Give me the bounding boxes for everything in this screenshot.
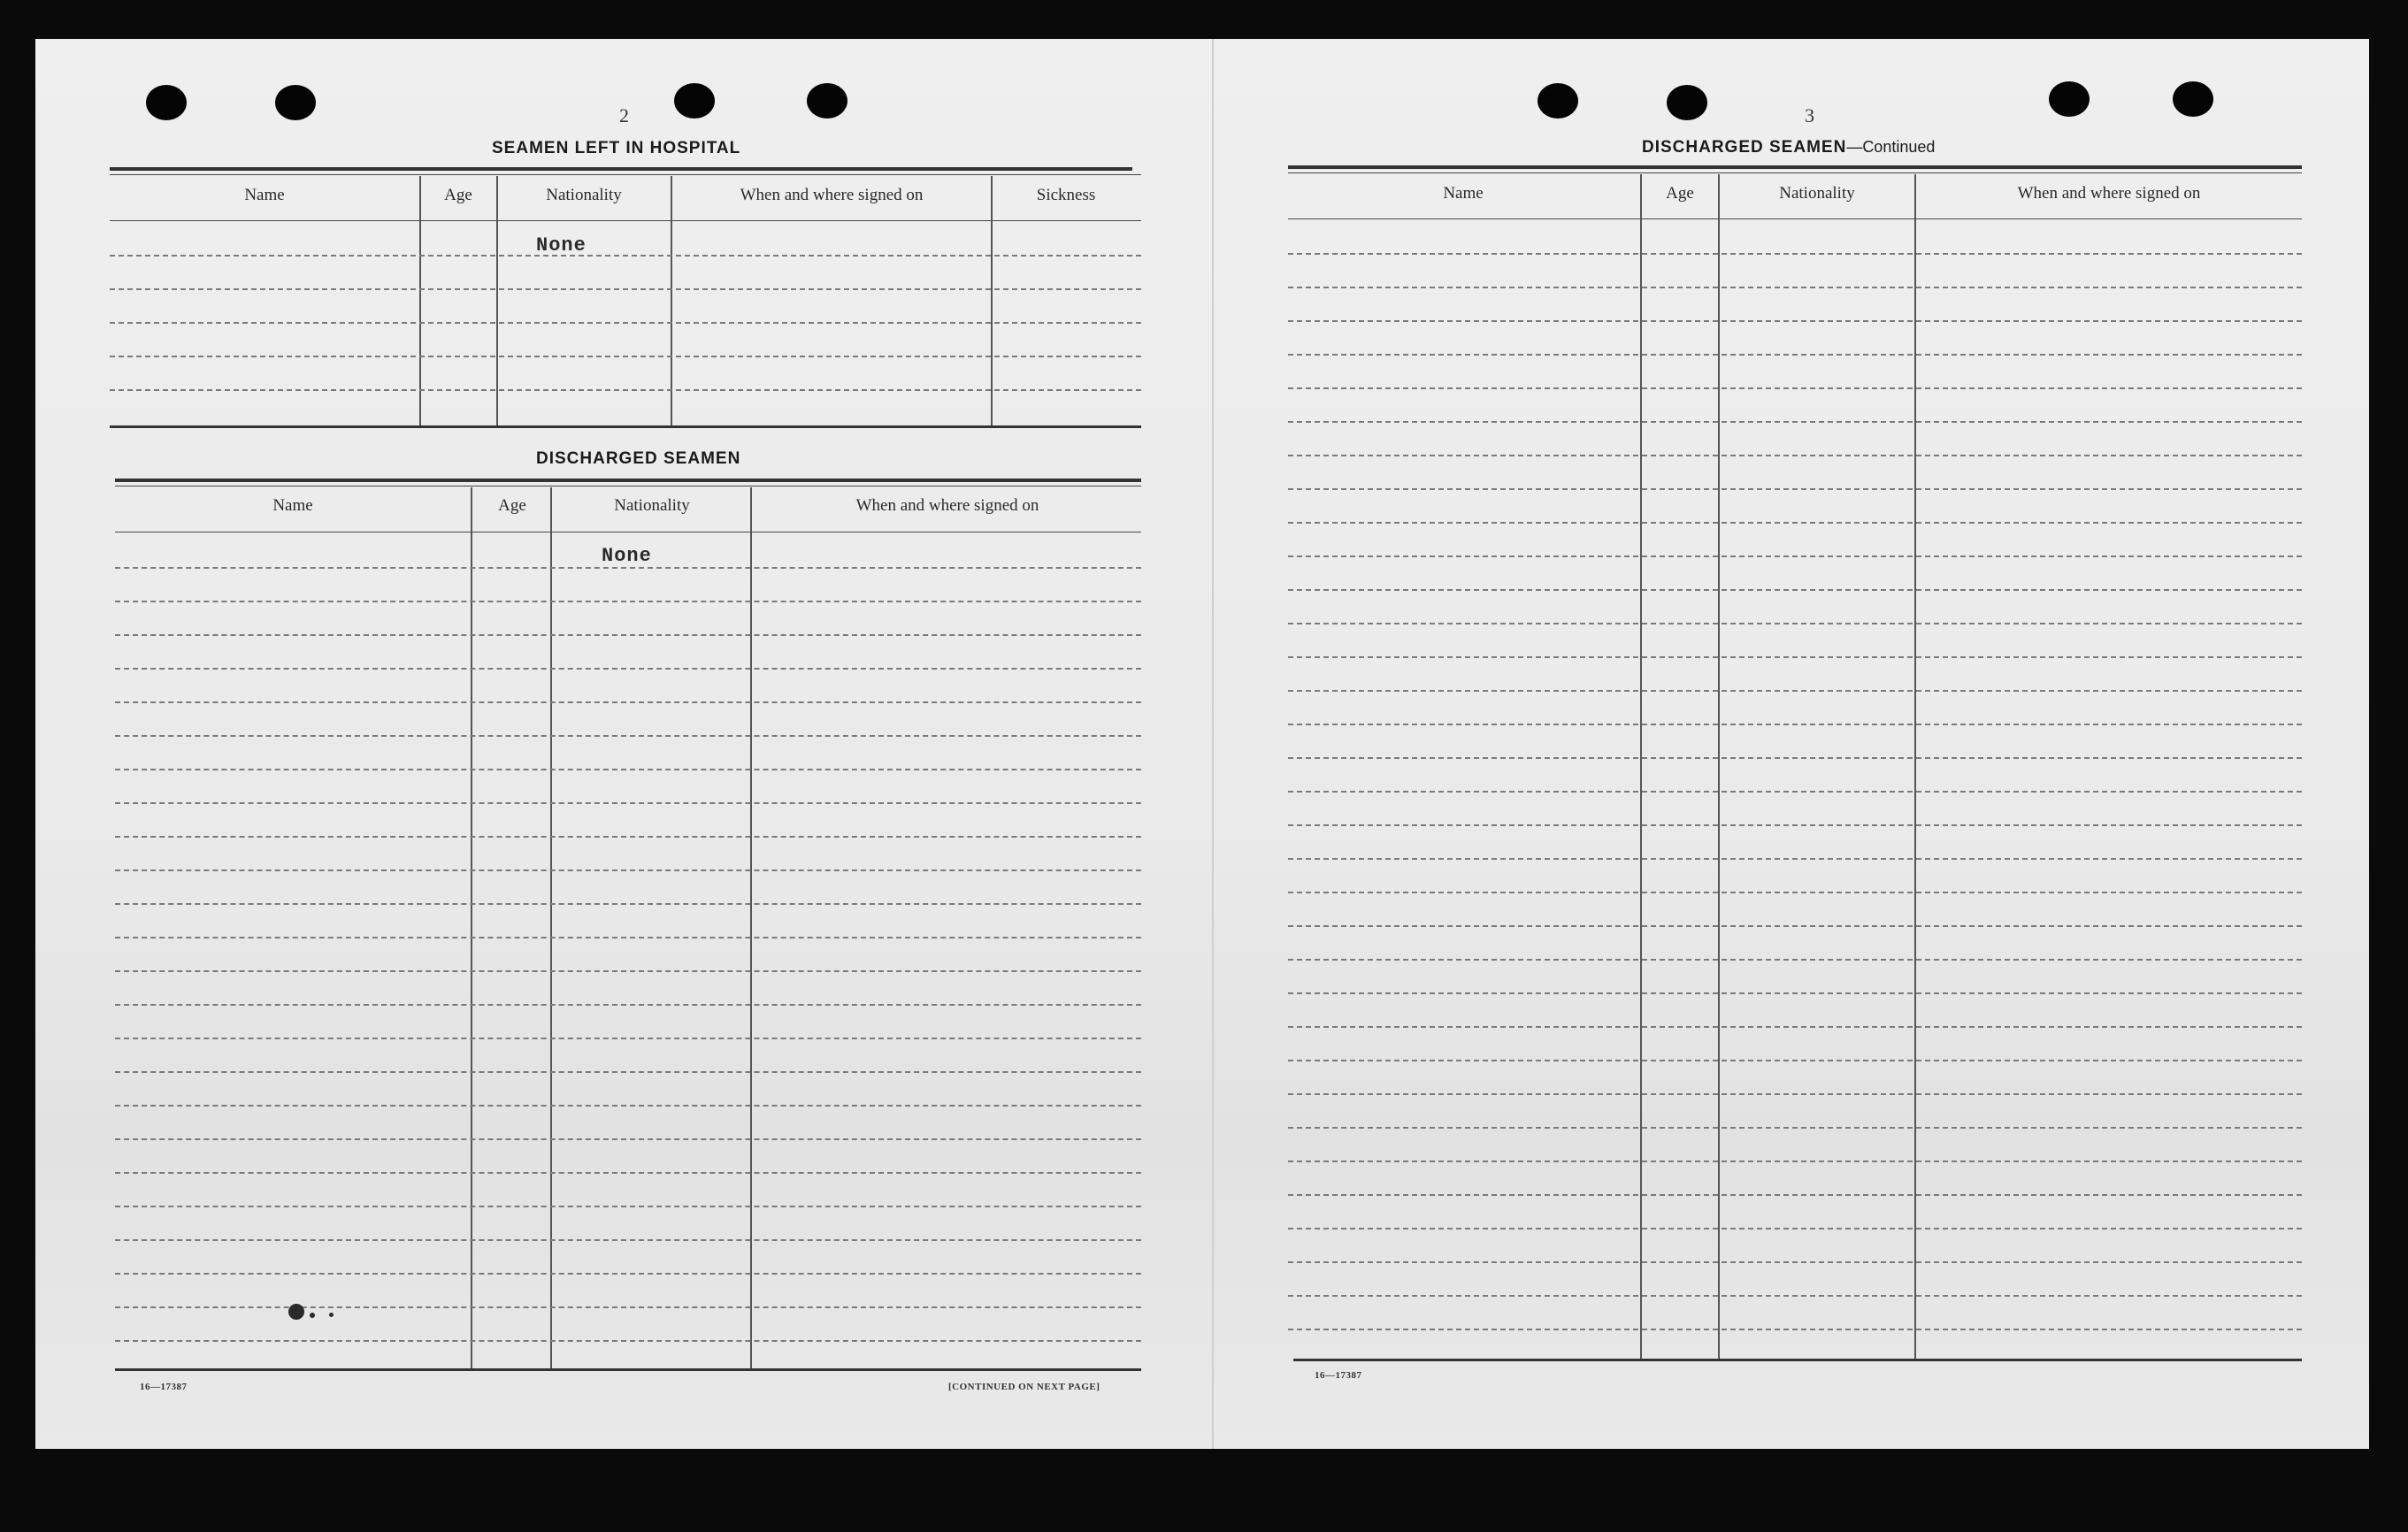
ruled-line: [115, 1105, 1141, 1107]
ruled-line: [1288, 1127, 2302, 1129]
punch-hole: [674, 83, 715, 119]
ruled-line: [1288, 892, 2302, 893]
ruled-line: [1288, 1228, 2302, 1229]
punch-hole: [2049, 81, 2090, 117]
ink-blot: [329, 1313, 334, 1317]
ruled-line: [110, 322, 1141, 324]
ruled-line: [1288, 1093, 2302, 1095]
column-header-name: Name: [1443, 184, 1484, 203]
column-divider: [471, 487, 472, 1370]
ruled-line: [115, 1306, 1141, 1308]
ruled-line: [1288, 1060, 2302, 1061]
ruled-line: [1288, 992, 2302, 994]
header-rule: [110, 174, 1141, 175]
ruled-line: [115, 937, 1141, 938]
ruled-line: [1288, 925, 2302, 927]
column-divider: [750, 487, 752, 1370]
ruled-line: [1288, 354, 2302, 356]
ruled-line: [115, 1239, 1141, 1241]
punch-hole: [1667, 85, 1707, 120]
column-divider: [1718, 174, 1720, 1360]
ruled-line: [115, 1071, 1141, 1073]
page-number: 3: [1805, 104, 1814, 126]
hospital-section-title: SEAMEN LEFT IN HOSPITAL: [492, 139, 741, 157]
form-number: 16—17387: [1315, 1370, 1362, 1381]
continued-suffix: —Continued: [1846, 138, 1936, 156]
ruled-line: [110, 389, 1141, 391]
column-header-nationality: Nationality: [1779, 184, 1855, 203]
ruled-line: [1288, 858, 2302, 860]
ruled-line: [1288, 488, 2302, 490]
ruled-line: [1288, 320, 2302, 322]
ruled-line: [115, 634, 1141, 636]
ruled-line: [1288, 589, 2302, 591]
discharged-continued-title: [1642, 138, 1935, 157]
ruled-line: [110, 356, 1141, 357]
ruled-line: [1288, 1026, 2302, 1028]
column-header-sickness: Sickness: [1036, 186, 1096, 204]
ruled-line: [115, 1206, 1141, 1207]
ruled-line: [1288, 387, 2302, 389]
column-header-nationality: Nationality: [546, 186, 622, 204]
ruled-line: [110, 288, 1141, 290]
ruled-line: [115, 836, 1141, 838]
ruled-line: [115, 970, 1141, 972]
ruled-line: [1288, 421, 2302, 423]
ruled-line: [115, 1273, 1141, 1275]
ruled-line: [1288, 1160, 2302, 1162]
ruled-line: [1288, 959, 2302, 961]
discharged-section-title: DISCHARGED SEAMEN: [536, 449, 741, 468]
ink-blot: [288, 1304, 304, 1320]
page-number: 2: [619, 104, 629, 126]
ruled-line: [115, 1038, 1141, 1039]
ruled-line: [115, 903, 1141, 905]
continued-note: [CONTINUED ON NEXT PAGE]: [948, 1382, 1100, 1392]
header-rule: [110, 167, 1132, 171]
punch-hole: [275, 85, 316, 120]
ruled-line: [1288, 690, 2302, 692]
ruled-line: [115, 601, 1141, 602]
ruled-line: [1288, 623, 2302, 624]
ruled-line: [115, 1172, 1141, 1174]
column-header-age: Age: [1666, 184, 1694, 203]
column-header-age: Age: [498, 496, 526, 515]
column-header-signed-on: When and where signed on: [855, 496, 1039, 515]
column-header-age: Age: [444, 186, 472, 204]
ruled-line: [115, 1340, 1141, 1342]
ruled-line: [1288, 555, 2302, 557]
ruled-line: [115, 701, 1141, 703]
table-bottom-rule: [115, 1368, 1141, 1371]
ruled-line: [1288, 724, 2302, 725]
header-rule: [1288, 172, 2302, 173]
ruled-line: [1288, 1194, 2302, 1196]
punch-hole: [146, 85, 187, 120]
ruled-line: [115, 869, 1141, 871]
discharged-entry-none: None: [602, 545, 652, 567]
discharged-continued-title-text: DISCHARGED SEAMEN: [1642, 138, 1847, 157]
table-bottom-rule: [110, 425, 1141, 428]
ruled-line: [1288, 824, 2302, 826]
header-rule: [110, 220, 1141, 221]
ruled-line: [1288, 791, 2302, 793]
ruled-line: [115, 1138, 1141, 1140]
ruled-line: [1288, 1329, 2302, 1330]
ink-blot: [310, 1313, 315, 1318]
header-rule: [115, 479, 1141, 482]
form-number: 16—17387: [140, 1382, 188, 1392]
ruled-line: [1288, 287, 2302, 288]
punch-hole: [1538, 83, 1578, 119]
ruled-line: [1288, 1261, 2302, 1263]
punch-hole: [807, 83, 847, 119]
punch-hole: [2173, 81, 2213, 117]
header-rule: [1288, 165, 2302, 169]
ruled-line: [115, 567, 1141, 569]
column-header-signed-on: When and where signed on: [740, 186, 924, 204]
ruled-line: [1288, 656, 2302, 658]
column-divider: [550, 487, 552, 1370]
ruled-line: [1288, 757, 2302, 759]
ruled-line: [115, 769, 1141, 770]
ruled-line: [1288, 522, 2302, 524]
document-scan: [35, 39, 2369, 1449]
ruled-line: [115, 802, 1141, 804]
ruled-line: [115, 735, 1141, 737]
ruled-line: [1288, 1295, 2302, 1297]
header-rule: [1288, 218, 2302, 219]
page-fold: [1212, 39, 1214, 1449]
column-divider: [1914, 174, 1916, 1360]
ruled-line: [115, 1004, 1141, 1006]
ruled-line: [1288, 253, 2302, 255]
column-header-name: Name: [244, 186, 285, 204]
column-header-signed-on: When and where signed on: [2017, 184, 2201, 203]
column-header-name: Name: [272, 496, 313, 515]
table-bottom-rule: [1293, 1359, 2302, 1361]
ruled-line: [115, 668, 1141, 670]
ruled-line: [1288, 455, 2302, 456]
column-header-nationality: Nationality: [614, 496, 690, 515]
ruled-line: [110, 255, 1141, 257]
hospital-entry-none: None: [536, 234, 587, 257]
column-divider: [1640, 174, 1642, 1360]
